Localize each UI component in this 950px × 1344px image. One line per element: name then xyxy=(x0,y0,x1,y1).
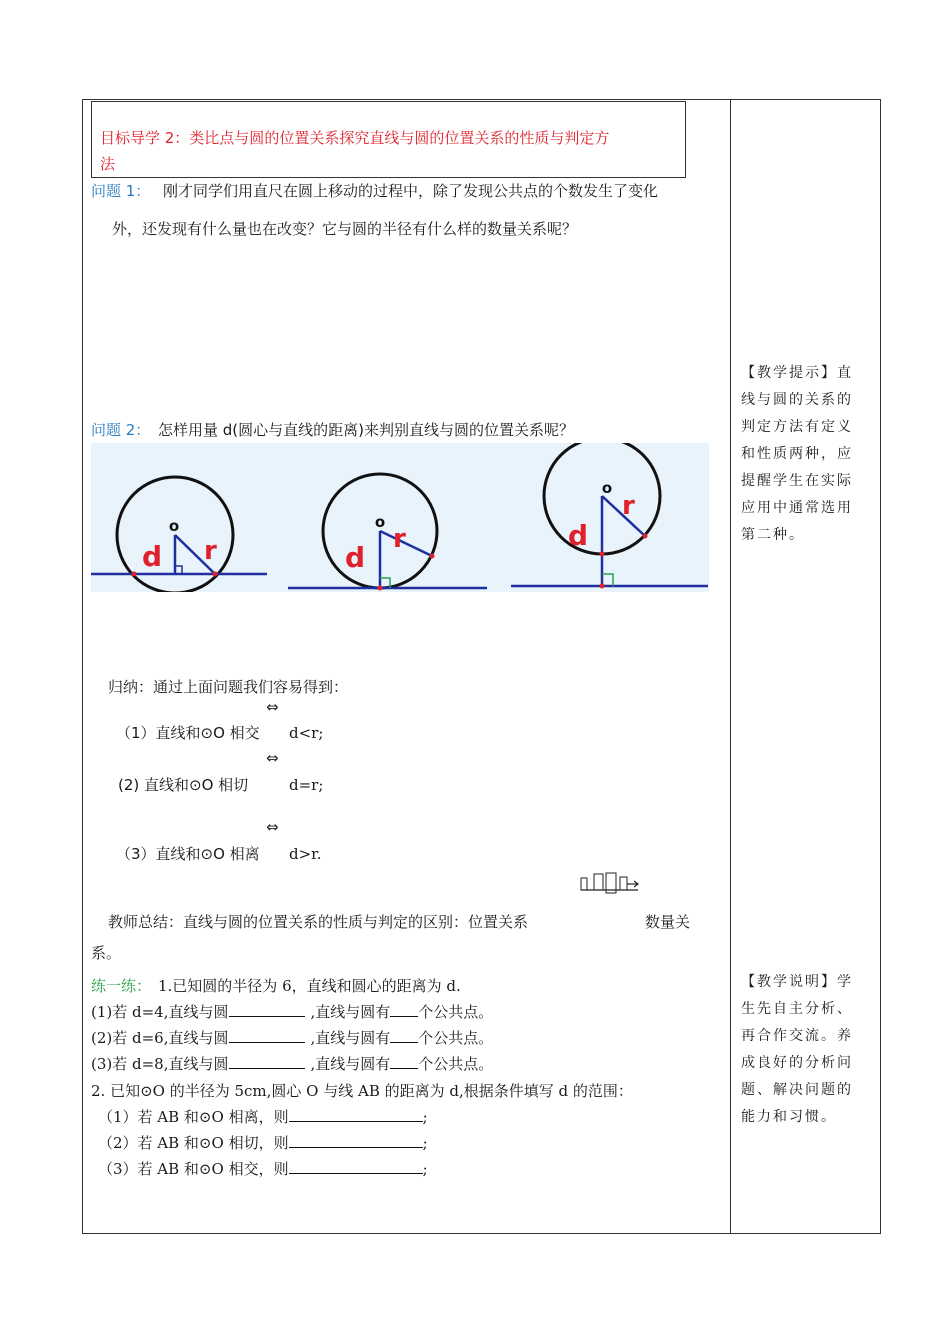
answer-blank[interactable] xyxy=(229,1028,305,1043)
column-divider xyxy=(730,99,731,1233)
center-label-2: o xyxy=(374,513,386,531)
sidebar-teaching-note: 【教学说明】学生先自主分析、再合作交流。养成良好的分析问题、解决问题的能力和习惯。 xyxy=(741,974,853,1125)
answer-blank[interactable] xyxy=(390,1028,418,1043)
answer-blank[interactable] xyxy=(390,1054,418,1069)
r-label-2: r xyxy=(393,524,406,554)
practice-2-item: （2）若 AB 和⊙O 相切，则 ; xyxy=(98,1134,428,1152)
question-2-label: 问题 2： xyxy=(91,421,151,439)
answer-blank[interactable] xyxy=(289,1133,423,1148)
center-label-3: o xyxy=(601,479,613,497)
summary-intro: 归纳：通过上面问题我们容易得到： xyxy=(108,678,349,696)
d-label-1: d xyxy=(142,540,163,573)
center-label-1: o xyxy=(168,517,180,535)
line-circle-figure xyxy=(91,443,709,592)
figure-background xyxy=(91,443,709,592)
teacher-summary-line-1: 教师总结：直线与圆的位置关系的性质与判定的区别：位置关系 xyxy=(108,913,529,931)
goal-line-1: 目标导学 2：类比点与圆的位置关系探究直线与圆的位置关系的性质与判定方 xyxy=(100,129,610,147)
practice-1-item: (2)若 d=6,直线与圆 ,直线与圆有 个公共点。 xyxy=(91,1029,494,1047)
question-1-line-2: 外，还发现有什么量也在改变？它与圆的半径有什么样的数量关系呢？ xyxy=(112,220,578,238)
point-foot-separate xyxy=(600,584,605,589)
point-radius-end-3 xyxy=(643,534,648,539)
question-2-text: 怎样用量 d(圆心与直线的距离)来判别直线与圆的位置关系呢？ xyxy=(158,421,574,439)
answer-blank[interactable] xyxy=(289,1107,423,1122)
equiv-arrow-3: ⇔ xyxy=(266,818,279,836)
r-label-1: r xyxy=(204,536,217,566)
summary-item-1-right: d<r; xyxy=(289,724,324,742)
teacher-summary-quantity: 数量关 xyxy=(645,913,691,931)
teacher-summary-line-2: 系。 xyxy=(91,944,122,962)
answer-blank[interactable] xyxy=(229,1002,305,1017)
practice-1-item: (1)若 d=4,直线与圆 ,直线与圆有 个公共点。 xyxy=(91,1003,494,1021)
summary-item-1-left: （1）直线和⊙O 相交 xyxy=(116,724,260,742)
point-intersect-1 xyxy=(132,572,137,577)
point-circle-bottom xyxy=(600,552,605,557)
summary-item-2-left: (2) 直线和⊙O 相切 xyxy=(118,776,249,794)
equiv-arrow-2: ⇔ xyxy=(266,749,279,767)
answer-blank[interactable] xyxy=(289,1159,423,1174)
equiv-arrow-1: ⇔ xyxy=(266,698,279,716)
summary-item-3-left: （3）直线和⊙O 相离 xyxy=(116,845,260,863)
practice-1-item: (3)若 d=8,直线与圆 ,直线与圆有 个公共点。 xyxy=(91,1055,494,1073)
d-label-3: d xyxy=(568,519,589,552)
embedded-symbol-icon xyxy=(580,872,640,896)
sidebar-teaching-tip: 【教学提示】直线与圆的关系的判定方法有定义和性质两种，应提醒学生在实际应用中通常选用第二种。 xyxy=(741,365,853,543)
practice-1-intro: 1.已知圆的半径为 6，直线和圆心的距离为 d. xyxy=(158,977,461,995)
d-label-2: d xyxy=(345,541,366,574)
summary-item-2-right: d=r; xyxy=(289,776,324,794)
point-radius-end xyxy=(430,554,435,559)
point-intersect-2 xyxy=(213,572,218,577)
r-label-3: r xyxy=(622,491,635,521)
goal-line-2: 法 xyxy=(100,155,116,173)
point-tangent xyxy=(378,586,383,591)
summary-item-3-right: d>r. xyxy=(289,845,322,863)
question-1-line-1: 刚才同学们用直尺在圆上移动的过程中，除了发现公共点的个数发生了变化 xyxy=(163,182,659,200)
question-1-label: 问题 1： xyxy=(91,182,151,200)
answer-blank[interactable] xyxy=(390,1002,418,1017)
practice-2-item: （1）若 AB 和⊙O 相离，则 ; xyxy=(98,1108,428,1126)
practice-label: 练一练： xyxy=(91,977,152,995)
practice-2-item: （3）若 AB 和⊙O 相交，则 ; xyxy=(98,1160,428,1178)
practice-2-intro: 2. 已知⊙O 的半径为 5cm,圆心 O 与线 AB 的距离为 d,根据条件填写 d 的范围： xyxy=(91,1082,633,1100)
answer-blank[interactable] xyxy=(229,1054,305,1069)
